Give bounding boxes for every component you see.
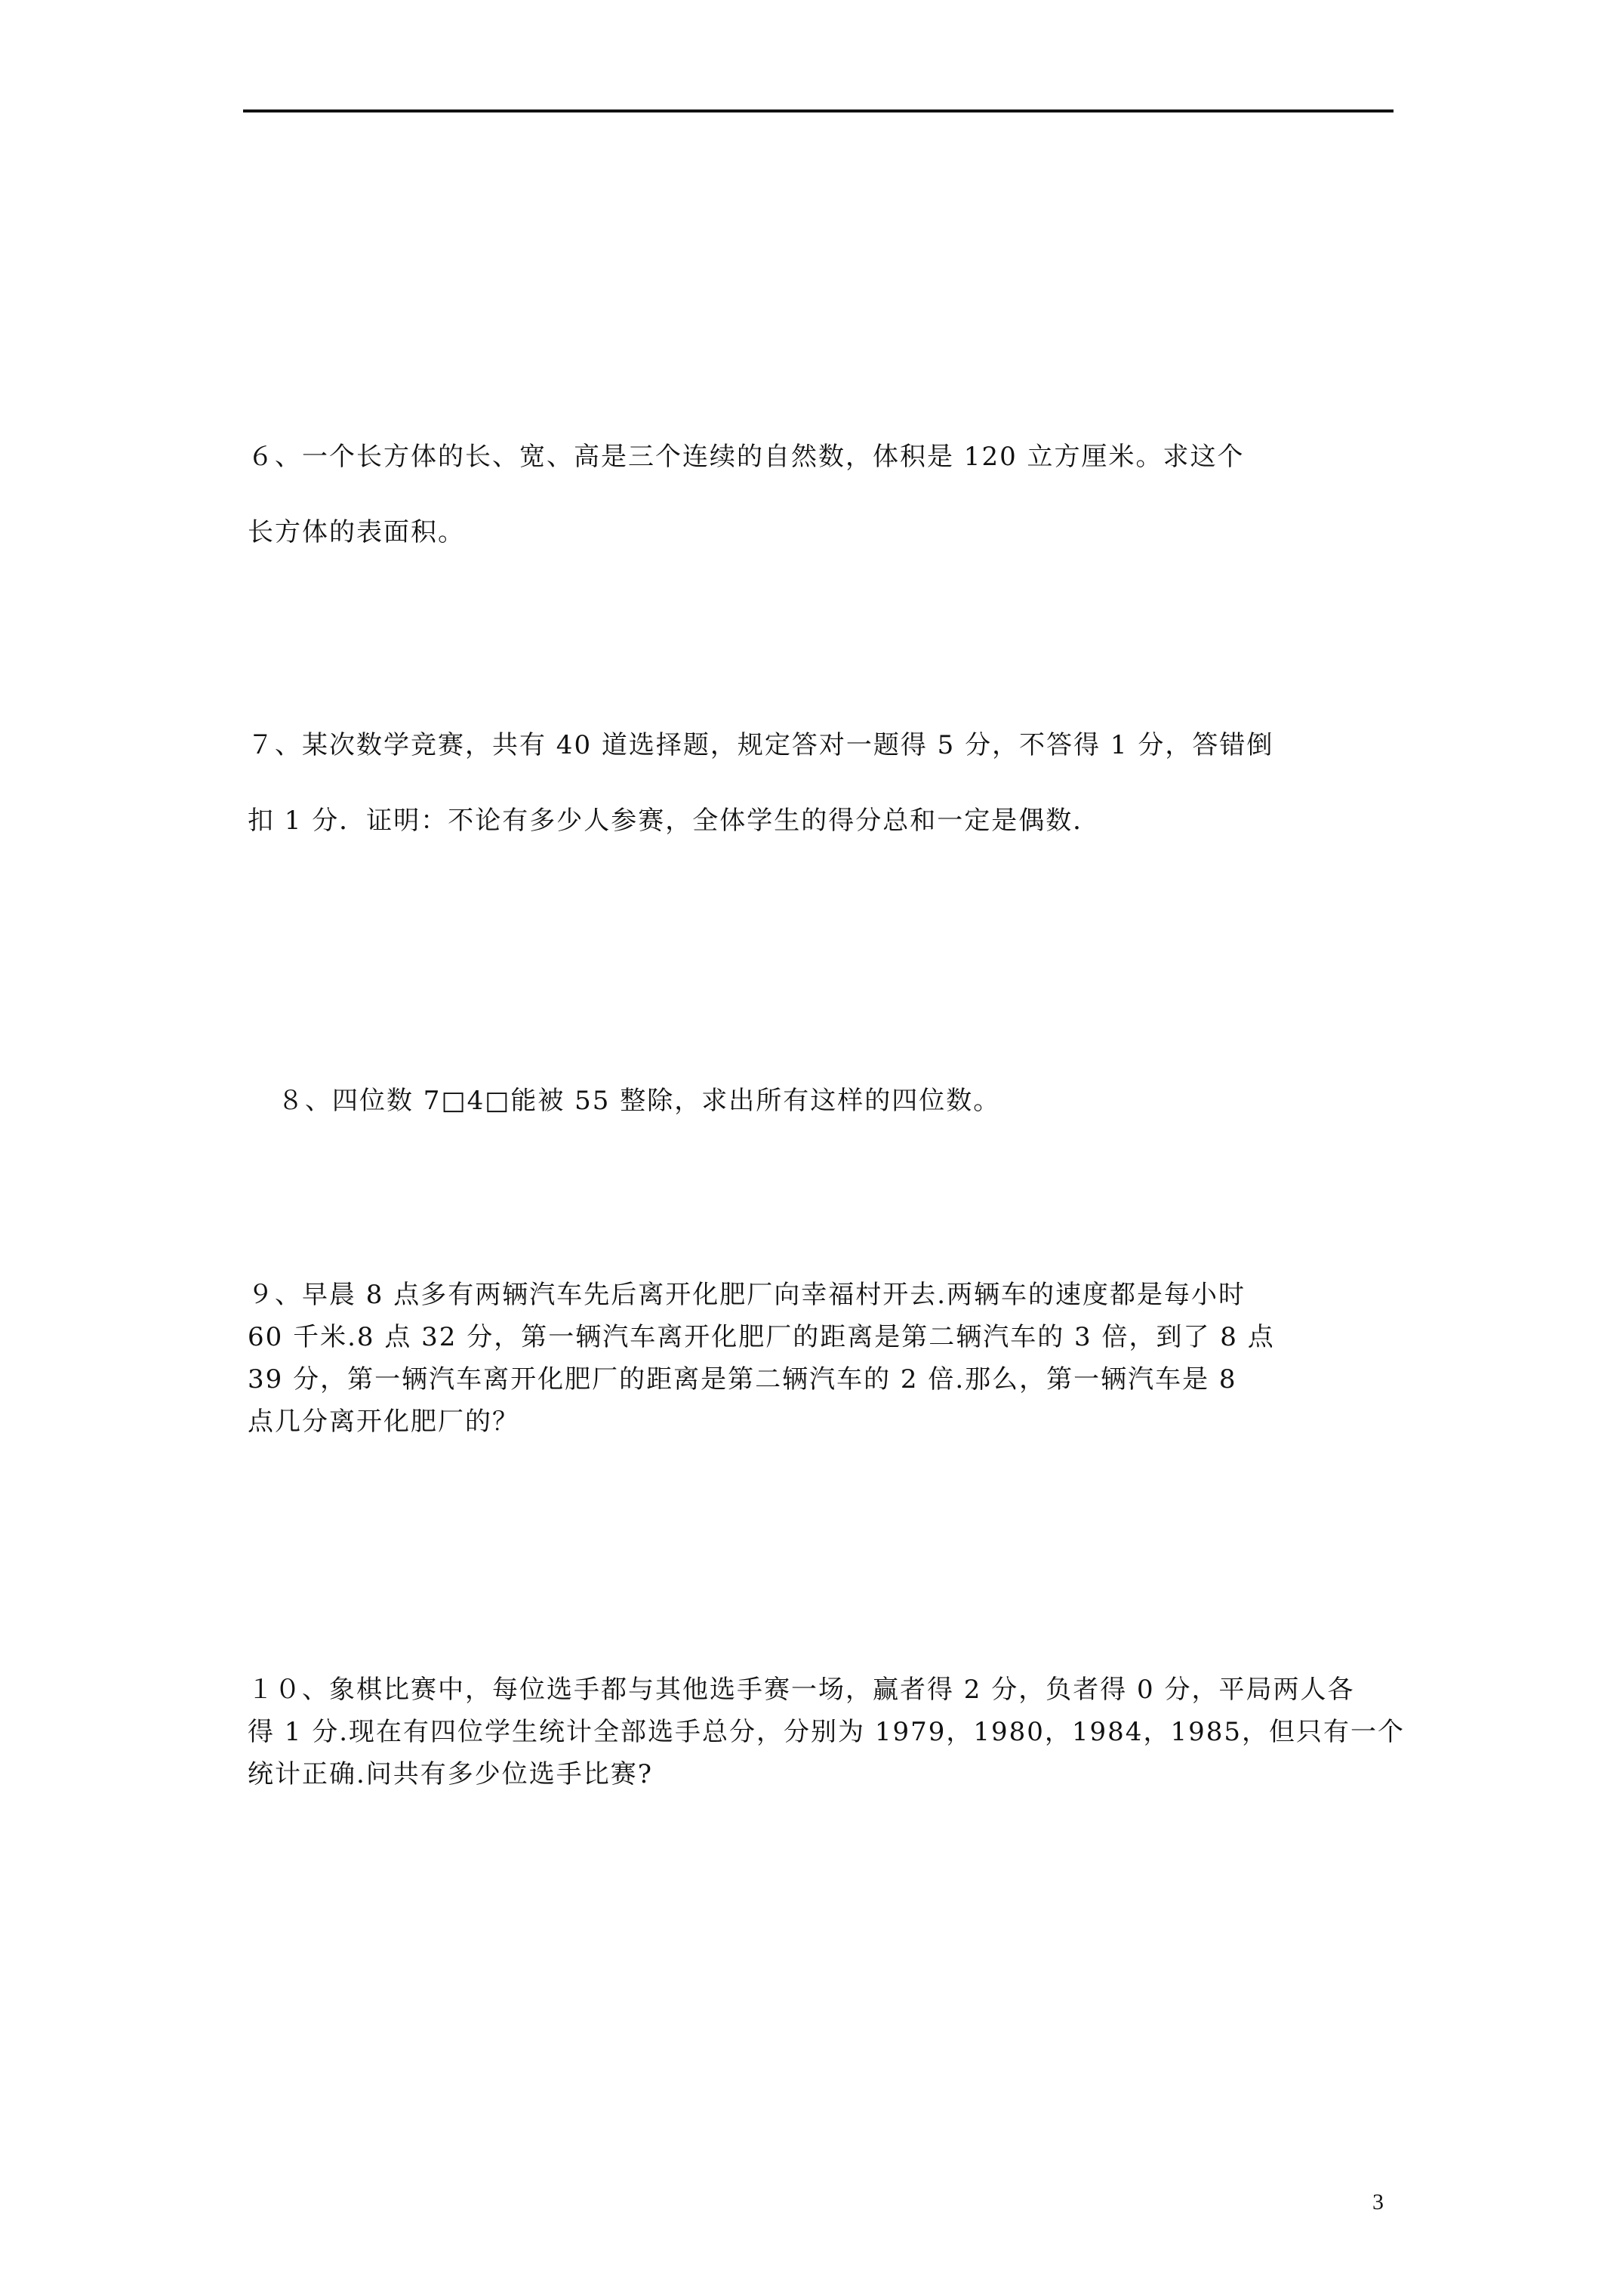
problem-10-line-2: 得 1 分.现在有四位学生统计全部选手总分，分别为 1979，1980，1984，1985，但只有一个 <box>248 1717 1405 1747</box>
problem-6-line-1: ６、一个长方体的长、宽、高是三个连续的自然数，体积是 120 立方厘米。求这个 <box>248 442 1245 472</box>
problem-7 <box>248 707 1395 858</box>
problem-9 <box>248 1274 1395 1443</box>
problem-10-line-3: 统计正确.问共有多少位选手比赛? <box>248 1759 654 1789</box>
problem-7-line-2: 扣 1 分．证明：不论有多少人参赛，全体学生的得分总和一定是偶数． <box>248 806 1101 836</box>
problem-8 <box>278 1078 1425 1123</box>
problem-8-line-1: ８、四位数 7□4□能被 55 整除，求出所有这样的四位数。 <box>278 1086 1001 1116</box>
problem-6-line-2: 长方体的表面积。 <box>248 517 465 547</box>
problem-9-line-2: 60 千米.8 点 32 分，第一辆汽车离开化肥厂的距离是第二辆汽车的 3 倍，到了 8 点 <box>248 1322 1275 1352</box>
problem-9-line-1: ９、早晨 8 点多有两辆汽车先后离开化肥厂向幸福村开去.两辆车的速度都是每小时 <box>248 1280 1246 1310</box>
problem-10-line-1: １０、象棋比赛中，每位选手都与其他选手赛一场，赢者得 2 分，负者得 0 分，平局两人各 <box>248 1675 1355 1705</box>
problem-9-line-3: 39 分，第一辆汽车离开化肥厂的距离是第二辆汽车的 2 倍.那么，第一辆汽车是 8 <box>248 1364 1237 1395</box>
header-rule <box>243 109 1394 112</box>
problem-6 <box>248 419 1395 570</box>
problem-7-line-1: ７、某次数学竞赛，共有 40 道选择题，规定答对一题得 5 分，不答得 1 分，答错倒 <box>248 730 1274 760</box>
problem-9-line-4: 点几分离开化肥厂的？ <box>248 1407 519 1437</box>
page-number: 3 <box>1372 2190 1384 2214</box>
problem-10 <box>248 1669 1405 1795</box>
